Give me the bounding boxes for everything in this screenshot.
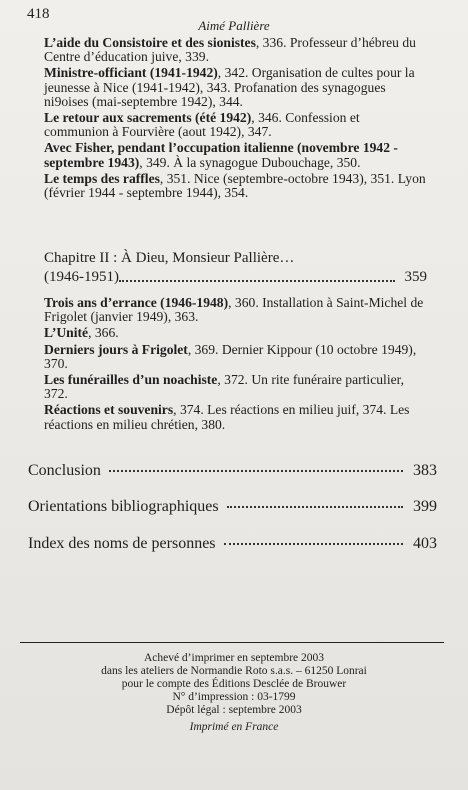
entry-text: , 372. Un rite funéraire particulier, 372. xyxy=(44,372,405,402)
entry-text: , 349. À la synagogue Dubouchage, 350. xyxy=(139,154,361,170)
running-head: Aimé Pallière xyxy=(198,18,270,33)
section-page: 403 xyxy=(413,535,437,552)
chapter-page: 359 xyxy=(404,269,427,285)
toc-block-1 xyxy=(44,36,427,200)
toc-entry xyxy=(44,343,427,371)
toc-section-bibliography xyxy=(28,498,437,516)
entry-heading: L’aide du Consistoire et des sionistes xyxy=(44,35,256,50)
section-label: Index des noms de personnes xyxy=(28,535,216,552)
page-number: 418 xyxy=(27,6,50,22)
entry-text: , 374. Les réactions en milieu juif, 374. Les réactions en milieu chrétien, 380. xyxy=(44,402,410,432)
toc-entry xyxy=(44,403,427,431)
dot-leader xyxy=(119,280,395,282)
entry-text: , 342. Organisation de cultes pour la jeunesse à Nice (1941-1942), 343. Profanation des synagogues ni9oises (mai-septembre 1942), 344. xyxy=(44,65,415,109)
colophon-line: dans les ateliers de Normandie Roto s.a.s. – 61250 Lonrai xyxy=(101,665,367,677)
section-label: Conclusion xyxy=(28,462,101,479)
entry-text: , 336. Professeur d’hébreu du Centre d’éducation juive, 339. xyxy=(44,35,416,65)
toc-entry xyxy=(44,111,427,139)
dot-leader xyxy=(227,506,403,508)
dot-leader xyxy=(109,470,403,472)
entry-text: , 346. Confession et communion à Fourvière (aout 1942), 347. xyxy=(44,110,360,140)
chapter-dates: (1946-1951) xyxy=(44,269,119,285)
entry-heading: Ministre-officiant (1941-1942) xyxy=(44,65,218,81)
colophon-line: N° d’impression : 03-1799 xyxy=(172,691,296,703)
entry-text: , 366. xyxy=(88,325,119,341)
toc-entry xyxy=(44,66,427,109)
entry-heading: L’Unité xyxy=(44,325,89,341)
toc-entry xyxy=(44,296,427,324)
chapter-heading xyxy=(44,250,427,286)
colophon-line: Dépôt légal : septembre 2003 xyxy=(166,704,302,716)
toc-section-index xyxy=(28,535,437,553)
toc-entry xyxy=(44,326,427,340)
colophon xyxy=(0,652,468,734)
toc-section-conclusion xyxy=(28,462,437,480)
section-page: 383 xyxy=(413,462,437,479)
entry-heading: Trois ans d’errance (1946-1948) xyxy=(44,295,229,310)
section-page: 399 xyxy=(413,498,437,515)
colophon-line: pour le compte des Éditions Desclée de Brouwer xyxy=(121,678,347,690)
chapter-leader-line xyxy=(44,269,427,286)
entry-text: , 360. Installation à Saint-Michel de Frigolet (janvier 1949), 363. xyxy=(44,295,424,325)
toc-entry xyxy=(44,373,427,401)
toc-entry xyxy=(44,141,427,169)
colophon-line: Achevé d’imprimer en septembre 2003 xyxy=(143,652,325,664)
entry-heading: Le temps des raffles xyxy=(44,170,160,186)
entry-heading: Le retour aux sacrements (été 1942) xyxy=(44,110,252,126)
entry-heading: Réactions et souvenirs xyxy=(44,402,174,418)
entry-heading: Avec Fisher, pendant l’occupation italienne (novembre 1942 - septembre 1943) xyxy=(44,140,398,170)
dot-leader xyxy=(224,543,403,545)
entry-heading: Derniers jours à Frigolet xyxy=(44,341,188,357)
entry-text: , 351. Nice (septembre-octobre 1943), 351. Lyon (février 1944 - septembre 1944), 354. xyxy=(44,170,426,201)
toc-entry xyxy=(44,172,427,200)
printed-in: Imprimé en France xyxy=(189,721,279,733)
chapter-title: Chapitre II : À Dieu, Monsieur Pallière… xyxy=(44,250,295,266)
section-label: Orientations bibliographiques xyxy=(28,498,219,515)
toc-entry xyxy=(44,36,427,64)
entry-heading: Les funérailles d’un noachiste xyxy=(44,372,218,388)
toc-block-2 xyxy=(44,296,427,432)
colophon-divider xyxy=(20,642,444,643)
entry-text: , 369. Dernier Kippour (10 octobre 1949), 370. xyxy=(44,341,417,371)
